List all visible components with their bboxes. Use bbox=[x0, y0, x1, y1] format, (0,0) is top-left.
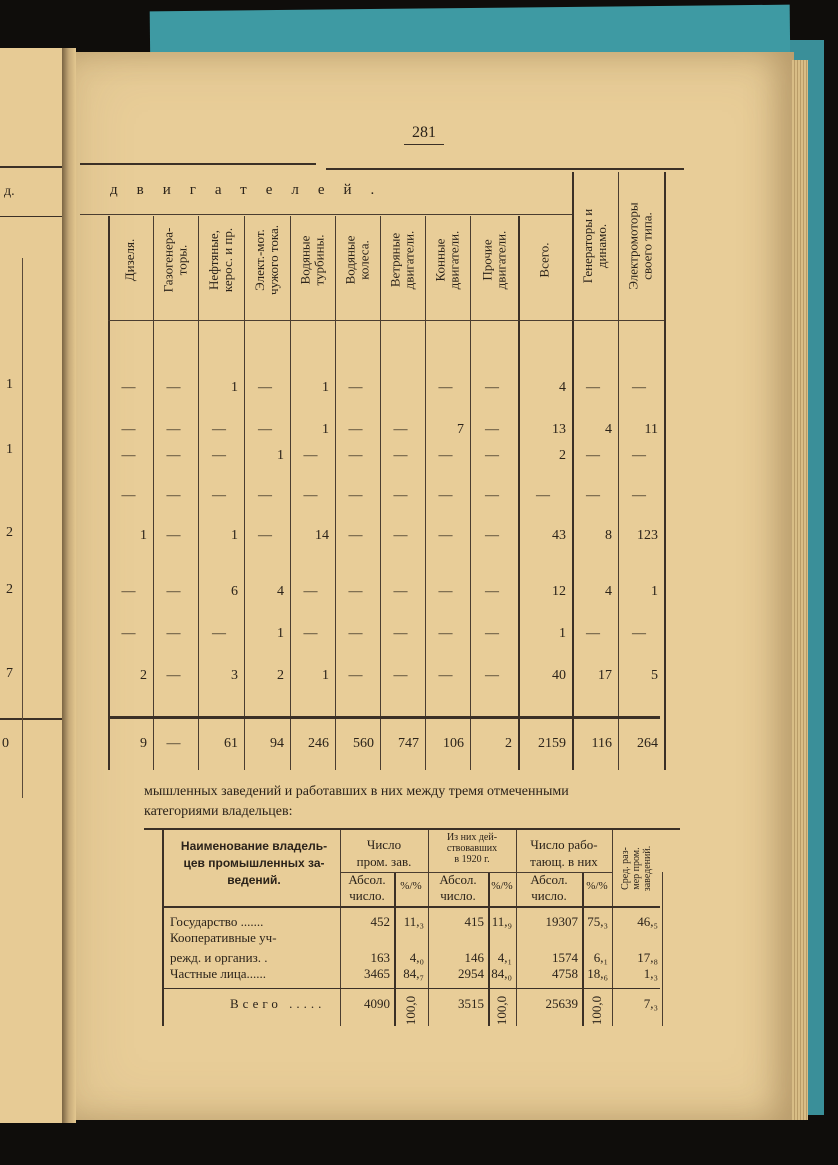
left-page-value: 7 bbox=[6, 666, 13, 681]
owners-cell: 163 bbox=[370, 950, 390, 965]
paragraph-line: категориями владельцев: bbox=[144, 804, 293, 819]
table-cell: — bbox=[348, 488, 363, 503]
table-cell: 1 bbox=[559, 626, 566, 641]
group-header-active: Из них дей- ствовавших в 1920 г. bbox=[446, 832, 498, 865]
table-cell: — bbox=[258, 488, 272, 503]
avg-size-header bbox=[612, 830, 662, 906]
column-header bbox=[335, 202, 380, 318]
column-header-label: Элект.-мот. чужого тока. bbox=[252, 225, 281, 295]
total-cell: 2159 bbox=[538, 736, 566, 751]
owners-table-top-rule bbox=[144, 828, 680, 830]
table-cell: 1 bbox=[277, 448, 284, 463]
column-header-label: Генераторы и динамо. bbox=[580, 208, 610, 284]
owners-cell: 452 bbox=[370, 914, 390, 929]
owners-cell: 6,₁ bbox=[593, 950, 608, 965]
table-cell: — bbox=[393, 528, 408, 543]
table-cell: 4 bbox=[605, 422, 612, 437]
table-cell: — bbox=[485, 528, 499, 543]
table-cell: — bbox=[393, 448, 408, 463]
column-header bbox=[518, 202, 572, 318]
total-label: Всего ..... bbox=[230, 996, 326, 1011]
column-header-label: Прочие двигатели. bbox=[479, 230, 508, 290]
left-page-value: 1 bbox=[6, 442, 13, 457]
owners-cell: 19307 bbox=[545, 914, 578, 929]
subheader-percent: %/% bbox=[400, 880, 422, 892]
column-header bbox=[153, 202, 198, 318]
subheader-absolute: Абсол. число. bbox=[348, 872, 386, 903]
table-cell: — bbox=[348, 626, 363, 641]
table-column-line bbox=[664, 172, 666, 770]
table-cell: — bbox=[121, 380, 136, 395]
owners-table-column-line bbox=[662, 872, 663, 1026]
total-cell: 264 bbox=[637, 736, 658, 751]
subheader-percent: %/% bbox=[491, 880, 513, 892]
table-cell: — bbox=[393, 422, 408, 437]
left-page-rule bbox=[0, 216, 62, 217]
column-header bbox=[425, 202, 470, 318]
owners-cell: 2954 bbox=[458, 966, 484, 981]
owners-cell: 146 bbox=[464, 950, 484, 965]
owners-cell: 1,₃ bbox=[643, 966, 658, 981]
column-header-label: Электромоторы своего типа. bbox=[626, 202, 655, 290]
left-page-column-line bbox=[22, 258, 23, 798]
table-cell: 4 bbox=[605, 584, 612, 599]
table-cell: 1 bbox=[277, 626, 284, 641]
table-cell: — bbox=[121, 422, 136, 437]
column-header-label: Водяные турбины. bbox=[297, 234, 327, 286]
table-cell: 43 bbox=[552, 528, 566, 543]
table-cell: — bbox=[438, 626, 453, 641]
column-header bbox=[380, 202, 425, 318]
owners-total-pct-value: 100,0 bbox=[494, 995, 510, 1025]
owners-total-cell: 25639 bbox=[545, 996, 578, 1011]
table-cell: 14 bbox=[315, 528, 329, 543]
top-rule bbox=[326, 168, 684, 170]
column-header-label: Всего. bbox=[536, 242, 552, 278]
table-cell: 12 bbox=[552, 584, 566, 599]
table-cell: — bbox=[438, 488, 453, 503]
total-cell: 106 bbox=[443, 736, 464, 751]
total-cell: 246 bbox=[308, 736, 329, 751]
table-cell: 3 bbox=[231, 668, 238, 683]
table-cell: — bbox=[348, 448, 363, 463]
total-cell: 94 bbox=[270, 736, 284, 751]
owners-cell: 11,₉ bbox=[491, 914, 512, 929]
owners-cell: 11,₃ bbox=[403, 914, 424, 929]
left-page-rule bbox=[0, 718, 62, 720]
table-cell: — bbox=[485, 584, 499, 599]
table-cell: 7 bbox=[457, 422, 464, 437]
table-cell: — bbox=[438, 380, 453, 395]
table-cell: — bbox=[348, 528, 363, 543]
table-cell: — bbox=[212, 626, 226, 641]
table-cell: 1 bbox=[322, 422, 329, 437]
avg-size-header-label: Сред. раз- мер пром. заведений. bbox=[620, 845, 654, 891]
column-header bbox=[290, 202, 335, 318]
top-rule bbox=[80, 163, 316, 165]
table-cell: 2 bbox=[277, 668, 284, 683]
owners-cell: 18,₆ bbox=[587, 966, 608, 981]
table-cell: 2 bbox=[559, 448, 566, 463]
owner-name: Кооперативные уч- bbox=[170, 930, 277, 945]
table-cell: — bbox=[121, 584, 136, 599]
table-cell: 123 bbox=[637, 528, 658, 543]
table-cell: — bbox=[121, 448, 136, 463]
owners-total-pct-value: 100,0 bbox=[403, 995, 419, 1025]
column-header bbox=[244, 202, 290, 318]
table-cell: — bbox=[303, 626, 318, 641]
owners-table-left-border bbox=[162, 830, 164, 1026]
total-cell: 116 bbox=[591, 736, 612, 751]
table-cell: — bbox=[438, 528, 453, 543]
table-cell: — bbox=[348, 584, 363, 599]
table-cell: — bbox=[485, 380, 499, 395]
table-cell: 2 bbox=[140, 668, 147, 683]
owners-cell: 46,₅ bbox=[637, 914, 658, 929]
table-cell: — bbox=[632, 488, 646, 503]
owners-total-cell: 3515 bbox=[458, 996, 484, 1011]
column-header-label: Конные двигатели. bbox=[432, 230, 462, 290]
owners-cell: 3465 bbox=[364, 966, 390, 981]
table-cell: — bbox=[586, 488, 600, 503]
table-caption: двигателей. bbox=[110, 182, 394, 198]
table-cell: — bbox=[485, 668, 499, 683]
table-cell: — bbox=[586, 380, 600, 395]
owners-total-cell: 4090 bbox=[364, 996, 390, 1011]
owners-header-name: Наименование владель- цев промышленных за- ведений. bbox=[180, 839, 328, 887]
table-cell: — bbox=[166, 422, 181, 437]
table-cell: 8 bbox=[605, 528, 612, 543]
owners-cell: 17,₈ bbox=[637, 950, 658, 965]
owners-cell: 84,₇ bbox=[403, 966, 424, 981]
column-header-label: Нефтяные, керос. и пр. bbox=[206, 227, 235, 293]
column-header bbox=[470, 202, 518, 318]
header-bottom-rule bbox=[108, 320, 664, 321]
table-cell: — bbox=[166, 448, 181, 463]
table-cell: 13 bbox=[552, 422, 566, 437]
left-page-value: 0 bbox=[2, 736, 9, 751]
table-cell: — bbox=[212, 488, 226, 503]
total-cell: 2 bbox=[505, 736, 512, 751]
table-cell: — bbox=[393, 626, 408, 641]
table-cell: 40 bbox=[552, 668, 566, 683]
table-cell: — bbox=[303, 488, 318, 503]
table-cell: — bbox=[166, 380, 181, 395]
table-cell: — bbox=[303, 584, 318, 599]
owners-total-pct bbox=[582, 990, 612, 1030]
owners-cell: 4,₀ bbox=[409, 950, 424, 965]
table-cell: — bbox=[586, 448, 600, 463]
owner-name: Государство ....... bbox=[170, 914, 264, 929]
paragraph-line: мышленных заведений и работавших в них между тремя отмеченными bbox=[144, 784, 569, 799]
table-cell: — bbox=[485, 626, 499, 641]
owners-cell: 415 bbox=[464, 914, 484, 929]
left-page-value: 2 bbox=[6, 525, 13, 540]
table-cell: 11 bbox=[644, 422, 658, 437]
owner-name: режд. и организ. . bbox=[170, 950, 268, 965]
table-cell: — bbox=[393, 668, 408, 683]
table-cell: — bbox=[438, 668, 453, 683]
table-cell: — bbox=[166, 584, 181, 599]
owners-total-pct bbox=[488, 990, 516, 1030]
total-cell: 9 bbox=[140, 736, 147, 751]
column-header bbox=[618, 172, 664, 320]
table-cell: — bbox=[348, 380, 363, 395]
table-cell: — bbox=[212, 422, 226, 437]
table-cell: — bbox=[485, 422, 499, 437]
column-header-label: Ветряные двигатели. bbox=[387, 230, 417, 290]
owner-name: Частные лица...... bbox=[170, 966, 267, 981]
totals-rule bbox=[108, 716, 660, 719]
table-cell: — bbox=[166, 626, 181, 641]
table-cell: — bbox=[258, 422, 272, 437]
table-cell: — bbox=[393, 488, 408, 503]
table-cell: — bbox=[258, 528, 272, 543]
column-header bbox=[198, 202, 244, 318]
table-cell: 17 bbox=[598, 668, 612, 683]
column-header bbox=[108, 202, 153, 318]
table-cell: — bbox=[166, 668, 181, 683]
owners-cell: 75,₃ bbox=[587, 914, 608, 929]
table-cell: — bbox=[485, 448, 499, 463]
table-cell: 1 bbox=[322, 380, 329, 395]
group-header-workers: Число рабо- тающ. в них bbox=[530, 837, 598, 869]
table-cell: — bbox=[438, 448, 453, 463]
left-page-rule bbox=[0, 166, 62, 168]
subheader-percent: %/% bbox=[586, 880, 608, 892]
table-cell: — bbox=[303, 448, 318, 463]
column-header-label: Дизеля. bbox=[122, 238, 138, 282]
page-number: 281 bbox=[404, 124, 444, 145]
owners-header-bottom-rule bbox=[162, 906, 660, 908]
total-cell: 560 bbox=[353, 736, 374, 751]
total-cell: — bbox=[166, 736, 181, 751]
left-page-header: д. bbox=[4, 184, 15, 199]
table-cell: — bbox=[632, 626, 646, 641]
table-cell: — bbox=[212, 448, 226, 463]
table-cell: — bbox=[121, 626, 136, 641]
book-gutter bbox=[62, 48, 76, 1123]
table-cell: 1 bbox=[140, 528, 147, 543]
total-cell: 61 bbox=[224, 736, 238, 751]
table-cell: — bbox=[348, 668, 363, 683]
left-page-value: 1 bbox=[6, 377, 13, 392]
table-cell: 4 bbox=[277, 584, 284, 599]
table-cell: — bbox=[258, 380, 272, 395]
column-header bbox=[572, 172, 618, 320]
left-page bbox=[0, 48, 63, 1123]
group-header-count: Число пром. зав. bbox=[356, 837, 412, 869]
column-header-label: Водяные колеса. bbox=[342, 235, 372, 285]
page-edges bbox=[792, 60, 808, 1120]
table-cell: 1 bbox=[322, 668, 329, 683]
table-cell: 1 bbox=[231, 380, 238, 395]
table-cell: 6 bbox=[231, 584, 238, 599]
total-cell: 747 bbox=[398, 736, 419, 751]
table-cell: 5 bbox=[651, 668, 658, 683]
table-cell: — bbox=[348, 422, 363, 437]
subheader-absolute: Абсол. число. bbox=[530, 872, 568, 903]
owners-cell: 4,₁ bbox=[497, 950, 512, 965]
table-cell: — bbox=[632, 380, 646, 395]
owners-cell: 1574 bbox=[552, 950, 578, 965]
left-page-value: 2 bbox=[6, 582, 13, 597]
table-cell: — bbox=[632, 448, 646, 463]
owners-cell: 4758 bbox=[552, 966, 578, 981]
column-header-label: Газогенера- торы. bbox=[160, 227, 190, 293]
table-cell: — bbox=[586, 626, 600, 641]
table-cell: 1 bbox=[231, 528, 238, 543]
table-cell: 4 bbox=[559, 380, 566, 395]
owners-total-rule bbox=[162, 988, 660, 989]
table-cell: — bbox=[536, 488, 550, 503]
table-cell: — bbox=[438, 584, 453, 599]
table-cell: 1 bbox=[651, 584, 658, 599]
table-cell: — bbox=[121, 488, 136, 503]
owners-cell: 84,₀ bbox=[491, 966, 512, 981]
table-cell: — bbox=[393, 584, 408, 599]
table-cell: — bbox=[166, 488, 181, 503]
owners-total-pct-value: 100,0 bbox=[589, 995, 605, 1025]
table-cell: — bbox=[166, 528, 181, 543]
owners-total-pct bbox=[394, 990, 428, 1030]
table-cell: — bbox=[485, 488, 499, 503]
owners-total-cell: 7,₃ bbox=[643, 996, 658, 1011]
subheader-absolute: Абсол. число. bbox=[439, 872, 477, 903]
